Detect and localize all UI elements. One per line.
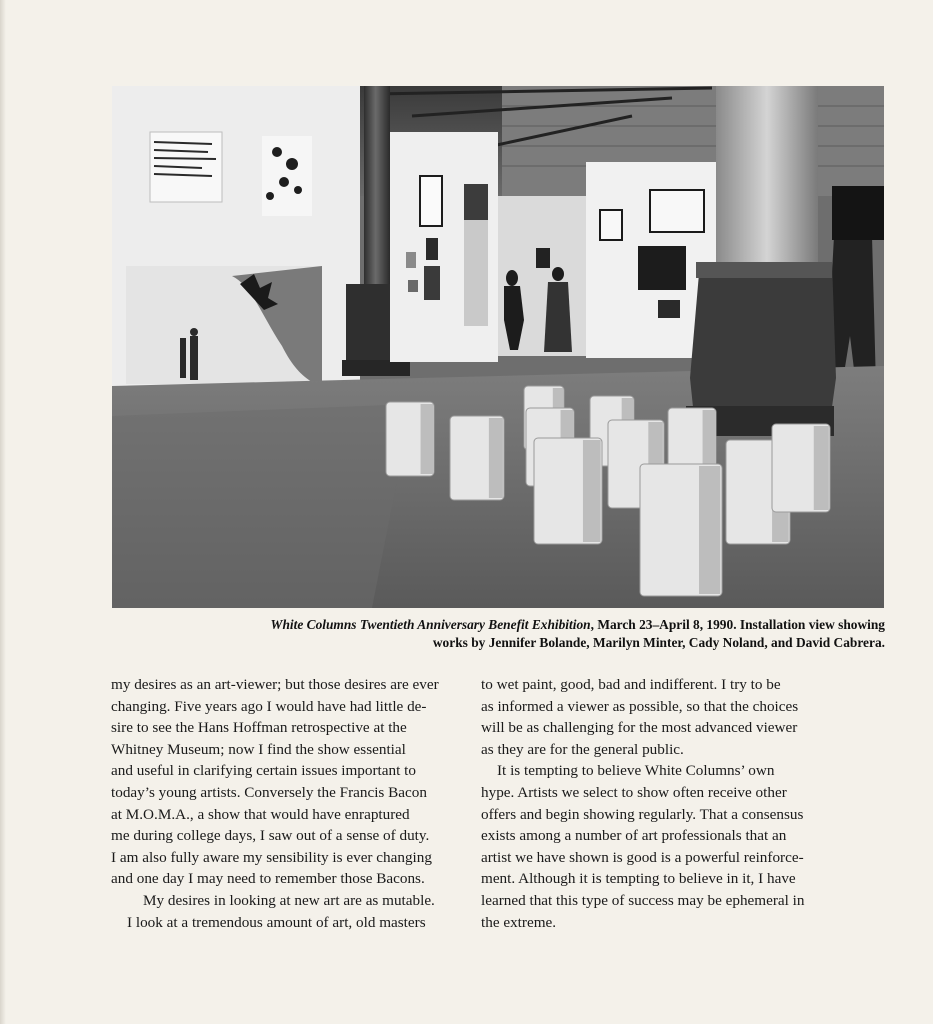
- text-line: my desires as an art-viewer; but those desires are ever: [111, 676, 439, 693]
- plaster-block-shade: [421, 404, 433, 474]
- text-line: Whitney Museum; now I find the show essential: [111, 740, 406, 758]
- dark-panel: [638, 246, 686, 290]
- photo-illustration: [112, 86, 884, 608]
- text-line: hype. Artists we select to show often receive other: [481, 783, 787, 801]
- text-line: changing. Five years ago I would have had little de-: [111, 697, 427, 715]
- text-line: me during college days, I saw out of a sense of duty.: [111, 827, 430, 845]
- left-pillar-shaft: [364, 86, 390, 286]
- text-line: as they are for the general public.: [481, 740, 684, 758]
- page-edge: [0, 0, 6, 1024]
- text-line: at M.O.M.A., a show that would have enraptured: [111, 805, 410, 823]
- framed-landscape: [650, 190, 704, 232]
- left-paragraph-2: [111, 890, 461, 933]
- text-line: It is tempting to believe White Columns’ own: [497, 762, 775, 780]
- floor-shadow: [112, 404, 412, 608]
- text-line: learned that this type of success may be ephemeral in: [481, 891, 805, 909]
- left-paragraph-1: [111, 674, 461, 890]
- text-line: today’s young artists. Conversely the Francis Bacon: [111, 783, 427, 801]
- text-line: I am also fully aware my sensibility is ever changing: [111, 848, 432, 866]
- framed-work-2: [426, 238, 438, 260]
- caption-title: White Columns Twentieth Anniversary Benefit Exhibition: [270, 617, 591, 632]
- right-paragraph-2: [481, 760, 830, 933]
- text-line: artist we have shown is good is a powerful reinforce-: [481, 848, 804, 866]
- text-line: the extreme.: [481, 913, 557, 931]
- text-line: offers and begin showing regularly. That a consensus: [481, 805, 804, 823]
- caption-line-1: [112, 616, 885, 634]
- plaster-block-shade: [814, 426, 829, 510]
- text-line: and useful in clarifying certain issues important to: [111, 762, 416, 780]
- caption-line-2: works by Jennifer Bolande, Marilyn Minter, Cady Noland, and David Cabrera.: [432, 635, 885, 650]
- plaster-block-shade: [699, 466, 720, 594]
- text-line: exists among a number of art professionals that an: [481, 827, 787, 845]
- artwork-dots: [262, 136, 312, 216]
- right-pillar-shaft: [716, 86, 818, 262]
- exhibition-photo: [112, 86, 884, 608]
- text-line: will be as challenging for the most advanced viewer: [481, 719, 798, 737]
- text-line: and one day I may need to remember those Bacons.: [111, 870, 425, 888]
- text-line: ment. Although it is tempting to believe in it, I have: [481, 870, 796, 888]
- framed-work-1: [420, 176, 442, 226]
- plaster-block-shade: [583, 440, 601, 542]
- caption-details: , March 23–April 8, 1990. Installation view showing: [590, 617, 885, 632]
- text-line: to wet paint, good, bad and indifferent. I try to be: [481, 676, 781, 693]
- text-line: as informed a viewer as possible, so that the choices: [481, 697, 799, 715]
- photo-caption: [112, 616, 885, 652]
- text-line: sire to see the Hans Hoffman retrospective at the: [111, 719, 407, 737]
- framed-work-3: [424, 266, 440, 300]
- plaster-block-shade: [489, 418, 503, 498]
- text-line: My desires in looking at new art are as mutable.: [143, 891, 435, 909]
- text-line: I look at a tremendous amount of art, old masters: [127, 913, 426, 931]
- right-paragraph-1: [481, 674, 830, 760]
- left-text-column: [111, 674, 461, 933]
- right-dark-artwork: [832, 186, 884, 240]
- right-text-column: [481, 674, 830, 933]
